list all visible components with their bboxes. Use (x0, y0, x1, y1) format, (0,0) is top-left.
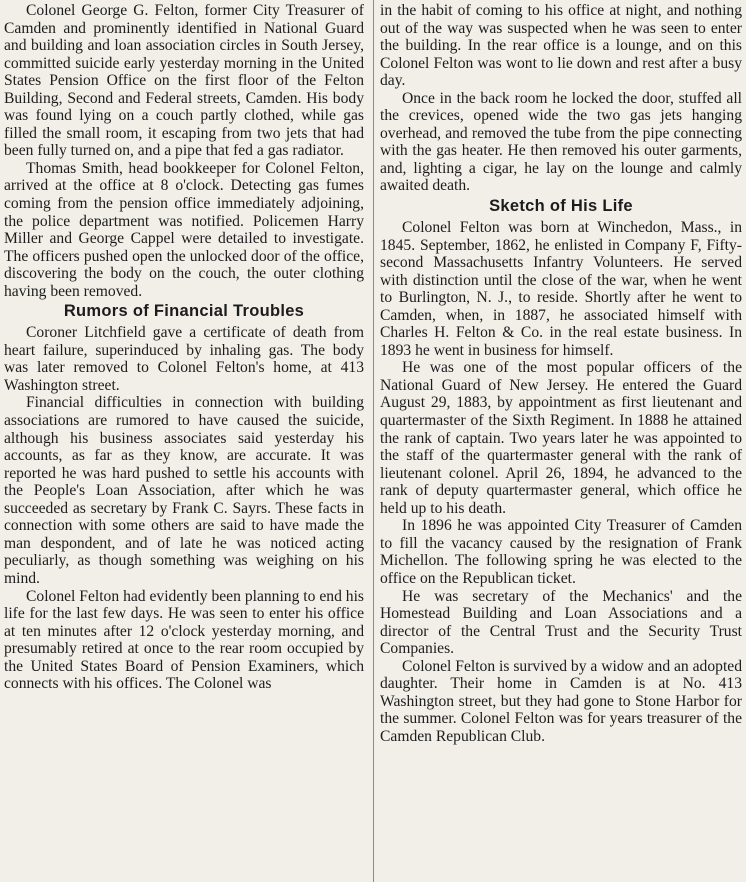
paragraph: Once in the back room he locked the door, stuffed all the crevices, opened wide the two gas jets hanging overhead, and removed the tube from the pipe connecting with the gas heater. He then removed his outer garments, and, lighting a cigar, he lay on the lounge and calmly awaited death. (380, 89, 742, 195)
paragraph-continued: in the habit of coming to his office at night, and nothing out of the way was suspected when he was seen to enter the building. In the rear office is a lounge, and on this Colonel Felton was wont to lie down and rest after a busy day. (380, 2, 742, 90)
paragraph: Colonel Felton is survived by a widow and an adopted daughter. Their home in Camden is at No. 413 Washington street, but they had gone to Stone Harbor for the summer. Colonel Felton was for years treasurer of the Camden Republican Club. (380, 657, 742, 745)
subheading: Rumors of Financial Troubles (63, 302, 305, 321)
paragraph: Colonel Felton was born at Winchedon, Mass., in 1845. September, 1862, he enlisted in Company F, Fifty-second Massachusetts Infantry Volunteers. He served with distinction until the close of the war, when he went to Burlington, N. J., to reside. Shortly after he went to Camden, when, in 1887, he associated himself with Charles H. Felton & Co. in the real estate business. In 1893 he went in business for himself. (380, 219, 742, 359)
right-column (380, 2, 742, 745)
paragraph: Financial difficulties in connection with building associations are rumored to have caused the suicide, although his business associates said yesterday his accounts, as far as they know, are accurate. It was reported he was hard pushed to settle his accounts with the People's Loan Association, after which he was succeeded as secretary by Frank C. Sayrs. These facts in connection with some others are said to have made the man despondent, and of late he was noticed acting peculiarly, as though something was weighing on his mind. (4, 394, 364, 587)
subheading: Sketch of His Life (489, 197, 633, 216)
paragraph: In 1896 he was appointed City Treasurer of Camden to fill the vacancy caused by the resignation of Frank Michellon. The following spring he was elected to the office on the Republican ticket. (380, 517, 742, 587)
paragraph: Coroner Litchfield gave a certificate of death from heart failure, superinduced by inhaling gas. The body was later removed to Colonel Felton's home, at 413 Washington street. (4, 324, 364, 394)
left-column (4, 2, 368, 693)
paragraph: He was one of the most popular officers of the National Guard of New Jersey. He entered the Guard August 29, 1883, by appointment as first lieutenant and quartermaster of the Sixth Regiment. In 1888 he attained the rank of captain. Two years later he was appointed to the staff of the quartermaster general with the rank of lieutenant colonel. April 26, 1894, he advanced to the rank of deputy quartermaster general, which office he held up to his death. (380, 359, 742, 517)
paragraph: Colonel Felton had evidently been planning to end his life for the last few days. He was seen to enter his office at ten minutes after 12 o'clock yesterday morning, and presumably retired at once to the rear room occupied by the United States Board of Pension Examiners, which connects with his offices. The Colonel was (4, 587, 364, 693)
paragraph: Thomas Smith, head bookkeeper for Colonel Felton, arrived at the office at 8 o'clock. Detecting gas fumes coming from the pension office immediately adjoining, the police department was notified. Policemen Harry Miller and George Cappel were detailed to investigate. The officers pushed open the unlocked door of the office, discovering the body on the couch, the outer clothing having been removed. (4, 159, 364, 300)
paragraph: Colonel George G. Felton, former City Treasurer of Camden and prominently identified in National Guard and building and loan association circles in South Jersey, committed suicide early yesterday morning in the United States Pension Office on the first floor of the Felton Building, Second and Federal streets, Camden. His body was found lying on a couch partly clothed, while gas filled the small room, it escaping from two jets that had been fully turned on, and a pipe that fed a gas radiator. (4, 2, 364, 160)
column-divider (373, 0, 374, 882)
paragraph: He was secretary of the Mechanics' and the Homestead Building and Loan Associations and a director of the Central Trust and the Security Trust Companies. (380, 587, 742, 658)
